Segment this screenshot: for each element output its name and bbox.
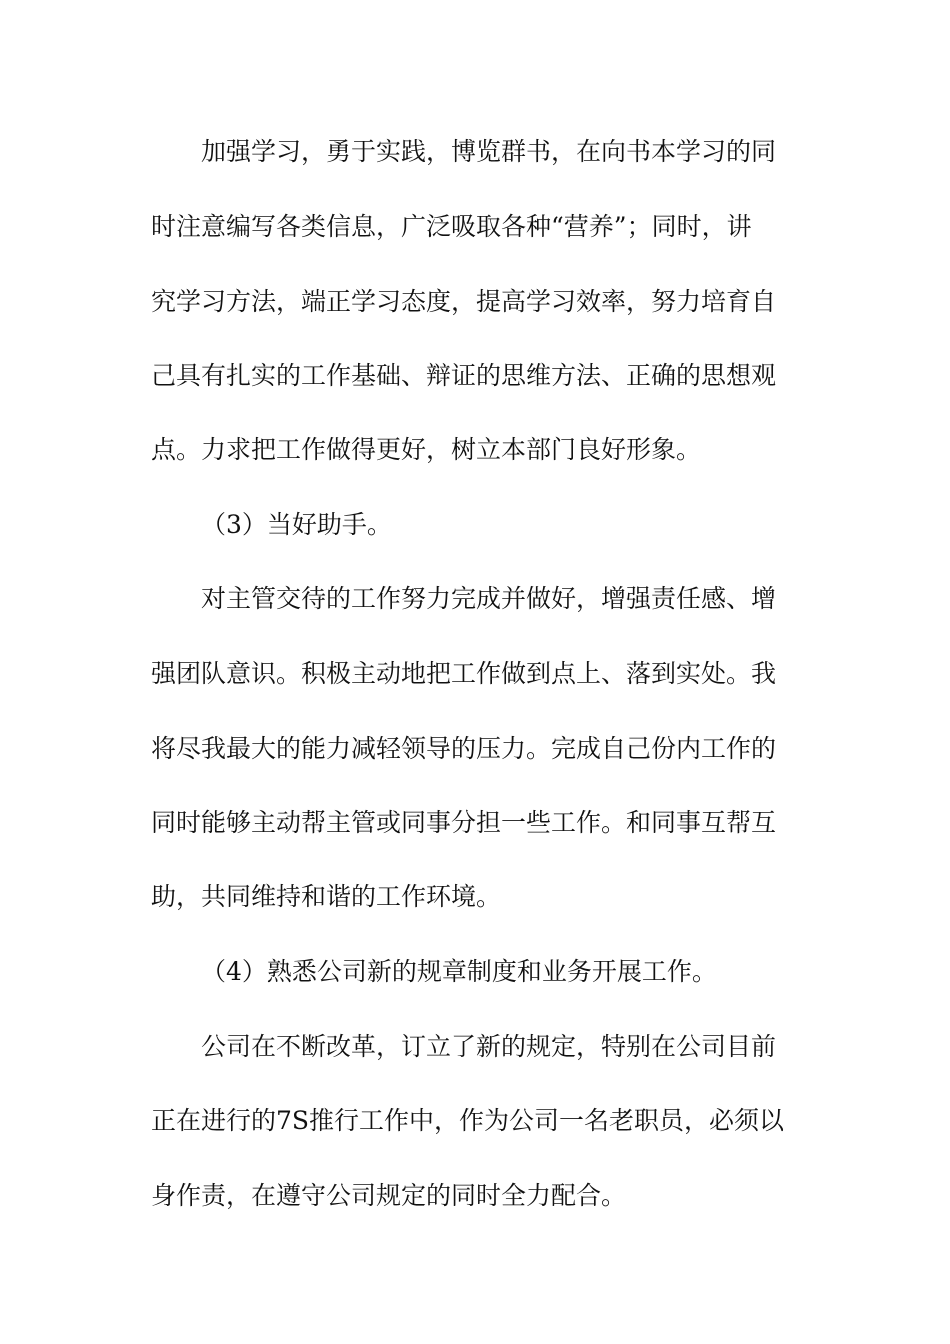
section-heading: （4）熟悉公司新的规章制度和业务开展工作。 xyxy=(201,957,717,986)
paragraph-line: 点。力求把工作做得更好，树立本部门良好形象。 xyxy=(151,435,702,464)
paragraph-line: 助，共同维持和谐的工作环境。 xyxy=(151,882,502,911)
paragraph-line: 己具有扎实的工作基础、辩证的思维方法、正确的思想观 xyxy=(151,361,777,390)
paragraph-line: 公司在不断改革，订立了新的规定，特别在公司目前 xyxy=(201,1032,777,1061)
paragraph-line: 加强学习，勇于实践，博览群书，在向书本学习的同 xyxy=(201,137,777,166)
paragraph-line: 对主管交待的工作努力完成并做好，增强责任感、增 xyxy=(201,584,777,613)
paragraph-line: 同时能够主动帮主管或同事分担一些工作。和同事互帮互 xyxy=(151,808,777,837)
paragraph-line: 究学习方法，端正学习态度，提高学习效率，努力培育自 xyxy=(151,287,777,316)
paragraph-line: 将尽我最大的能力减轻领导的压力。完成自己份内工作的 xyxy=(151,734,777,763)
paragraph-line: 时注意编写各类信息，广泛吸取各种“营养”；同时，讲 xyxy=(151,212,752,241)
paragraph-line: 强团队意识。积极主动地把工作做到点上、落到实处。我 xyxy=(151,659,777,688)
section-heading: （3）当好助手。 xyxy=(201,510,392,539)
paragraph-line: 身作责，在遵守公司规定的同时全力配合。 xyxy=(151,1181,627,1210)
paragraph-line: 正在进行的7S推行工作中，作为公司一名老职员，必须以 xyxy=(151,1106,785,1135)
